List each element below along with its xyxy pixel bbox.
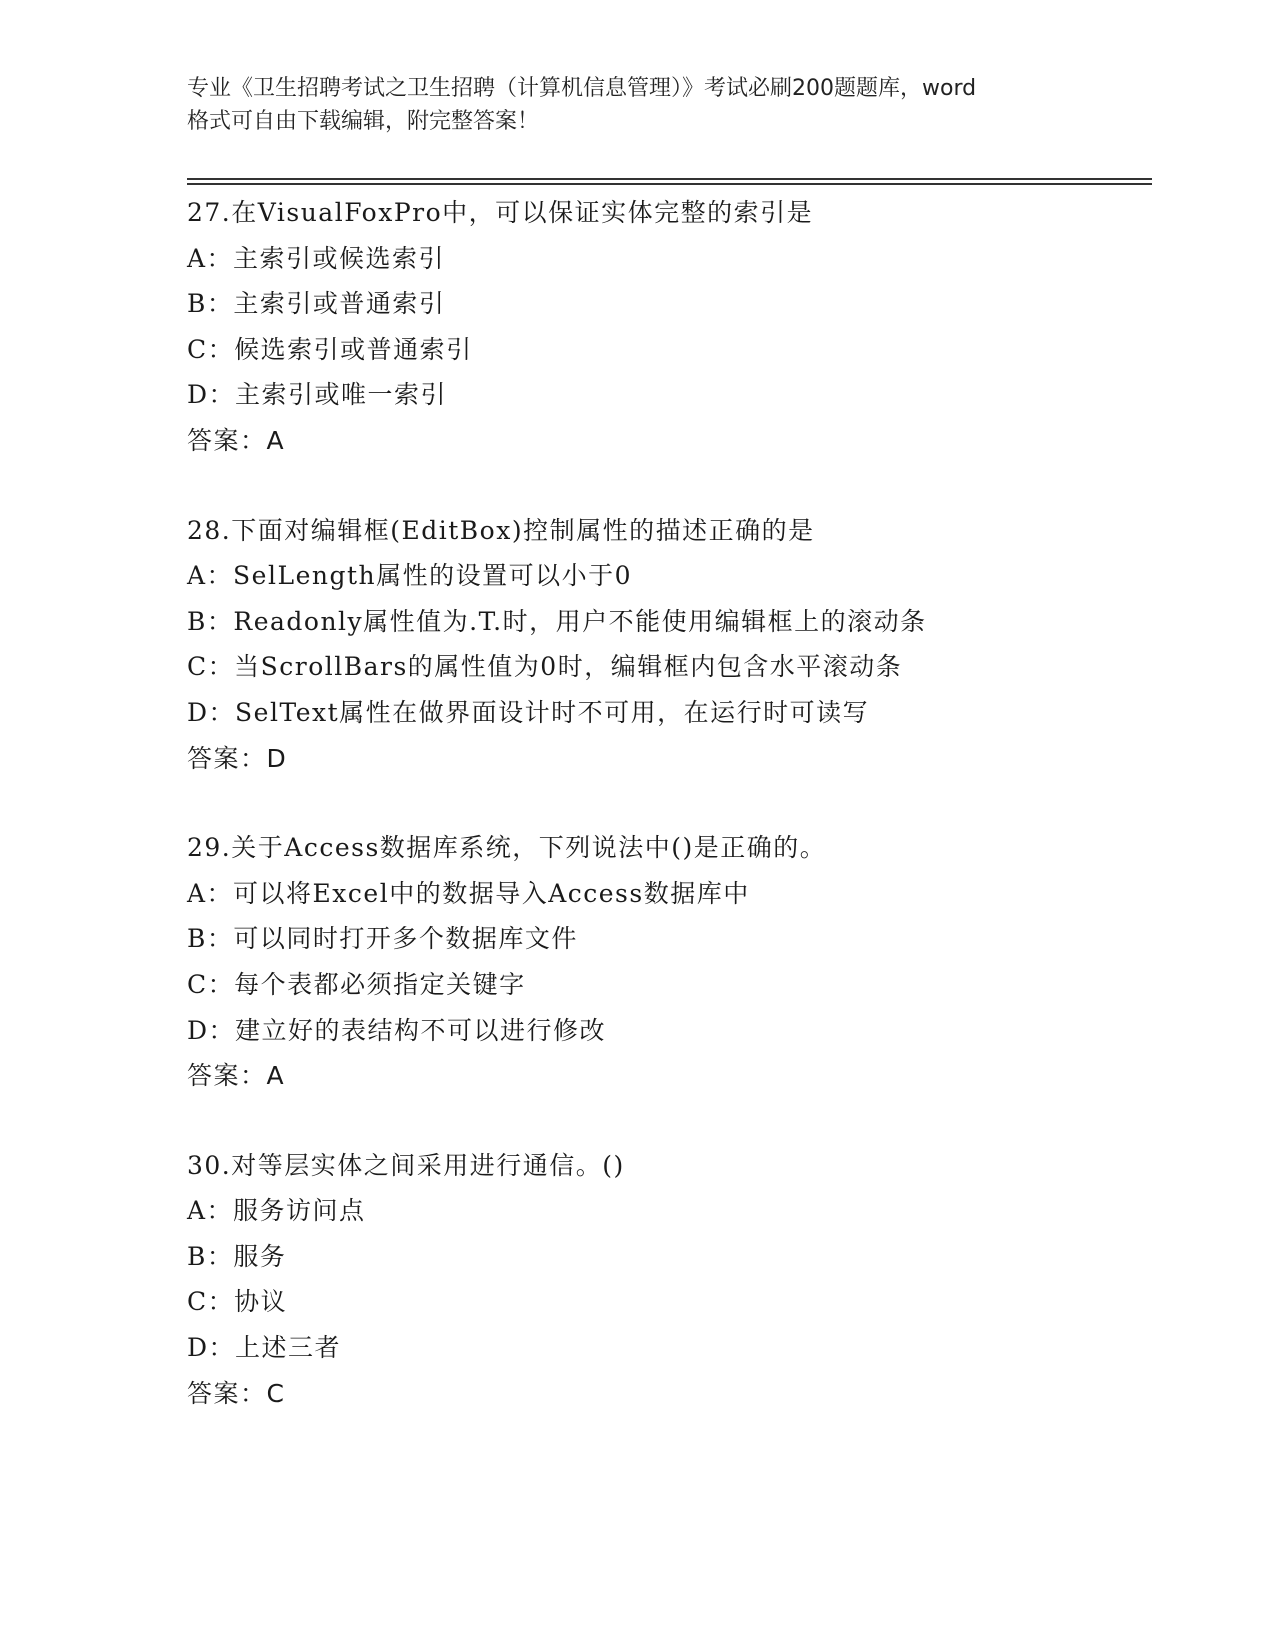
option-a: A：可以将Excel中的数据导入Access数据库中 — [187, 878, 750, 908]
option-b: B：服务 — [187, 1241, 287, 1271]
answer-line: 答案：A — [187, 1061, 286, 1091]
header-line-1: 专业《卫生招聘考试之卫生招聘（计算机信息管理）》考试必刷200题题库，word — [187, 76, 977, 101]
question-29 — [187, 825, 1152, 1099]
option-d: D：上述三者 — [187, 1333, 342, 1363]
option-a: A：主索引或候选索引 — [187, 243, 446, 273]
option-c: C：候选索引或普通索引 — [187, 334, 473, 364]
answer-line: 答案：A — [187, 425, 286, 455]
option-c: C：每个表都必须指定关键字 — [187, 969, 526, 999]
divider-rule-top — [187, 178, 1152, 180]
option-b: B：Readonly属性值为.T.时，用户不能使用编辑框上的滚动条 — [187, 606, 927, 636]
option-a: A：SelLength属性的设置可以小于0 — [187, 561, 633, 591]
question-stem: 28.下面对编辑框(EditBox)控制属性的描述正确的是 — [187, 515, 815, 545]
option-b: B：主索引或普通索引 — [187, 289, 446, 319]
question-30 — [187, 1143, 1152, 1417]
question-list — [187, 190, 1152, 1460]
option-d: D：建立好的表结构不可以进行修改 — [187, 1015, 607, 1045]
answer-line: 答案：D — [187, 743, 288, 773]
option-c: C：当ScrollBars的属性值为0时，编辑框内包含水平滚动条 — [187, 652, 903, 682]
option-d: D：主索引或唯一索引 — [187, 380, 448, 410]
option-a: A：服务访问点 — [187, 1196, 366, 1226]
header-line-2: 格式可自由下载编辑，附完整答案！ — [187, 109, 540, 134]
answer-line: 答案：C — [187, 1378, 286, 1408]
option-d: D：SelText属性在做界面设计时不可用，在运行时可读写 — [187, 697, 870, 727]
option-b: B：可以同时打开多个数据库文件 — [187, 924, 578, 954]
question-stem: 27.在VisualFoxPro中，可以保证实体完整的索引是 — [187, 198, 814, 227]
question-stem: 30.对等层实体之间采用进行通信。() — [187, 1150, 625, 1180]
question-27 — [187, 190, 1152, 464]
document-header — [187, 72, 1087, 138]
option-c: C：协议 — [187, 1287, 288, 1317]
divider-rule-bottom — [187, 183, 1152, 185]
question-stem: 29.关于Access数据库系统，下列说法中()是正确的。 — [187, 833, 827, 863]
question-28 — [187, 508, 1152, 782]
